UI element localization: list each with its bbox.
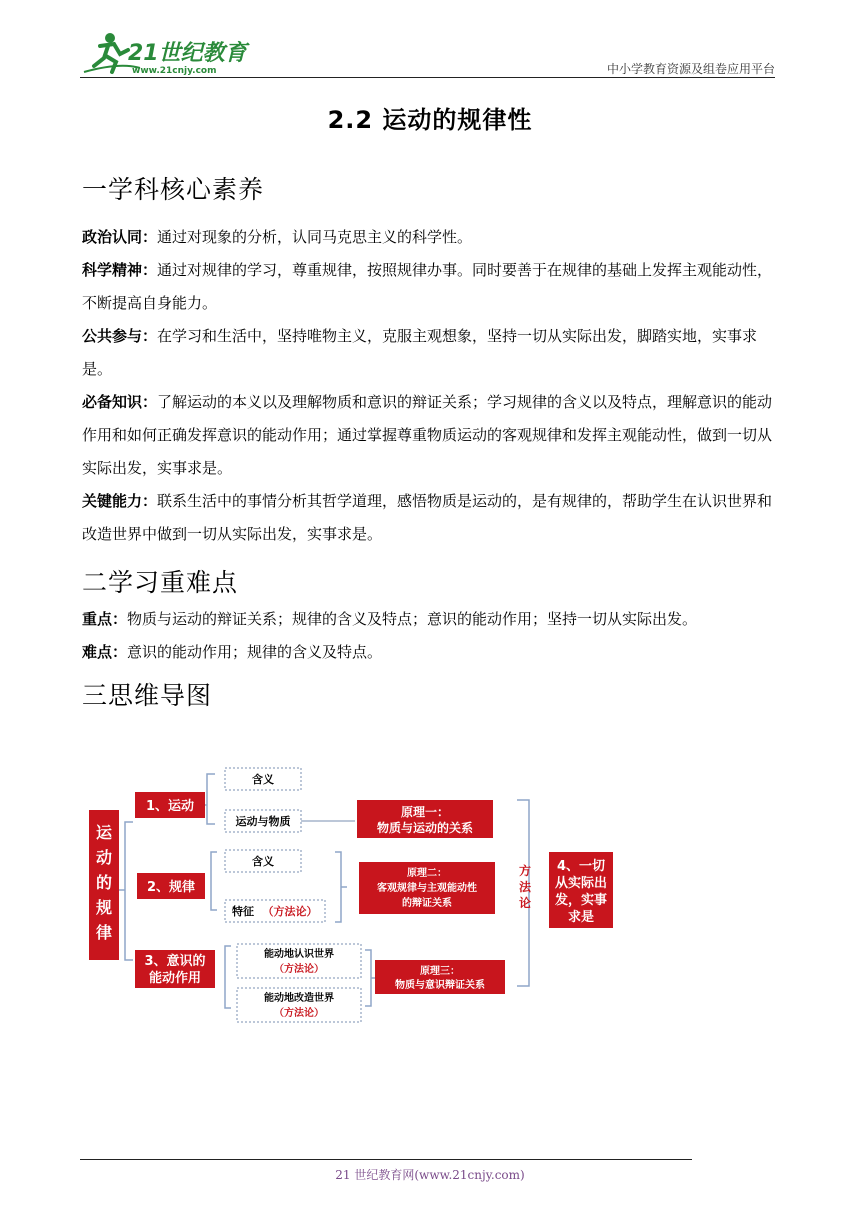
item-label: 难点： xyxy=(82,643,128,661)
b3-leaf-cognize-label: 能动地认识世界 xyxy=(264,949,334,960)
principle-two-line2: 客观规律与主观能动性 xyxy=(377,883,477,894)
b3-leaf-transform-method: （方法论） xyxy=(274,1008,324,1019)
branch-motion-label: 1、运动 xyxy=(145,799,195,814)
method-char: 法 xyxy=(519,880,532,894)
b1-leaf-meaning-label: 含义 xyxy=(252,773,274,786)
b3-leaf-cognize-method: （方法论） xyxy=(274,964,324,975)
paragraph-public-participation xyxy=(82,320,777,386)
conclusion-line4: 求是 xyxy=(567,910,595,925)
conclusion-line1: 4、一切 xyxy=(556,859,606,874)
mind-map-diagram xyxy=(85,760,615,1030)
principle-two-line1: 原理二： xyxy=(407,868,447,879)
b3-leaf-transform-label: 能动地改造世界 xyxy=(264,993,334,1004)
section-heading-mind-map: 三思维导图 xyxy=(82,681,213,710)
root-char: 规 xyxy=(95,898,113,917)
paragraph-essential-knowledge xyxy=(82,386,777,485)
branch-consciousness-line1: 3、意识的 xyxy=(144,954,206,969)
footer-text: 21 世纪教育网(www.21cnjy.com) xyxy=(335,1168,525,1182)
paragraph-key-point xyxy=(82,603,777,636)
item-label: 政治认同： xyxy=(82,228,158,246)
principle-one-line1: 原理一： xyxy=(400,805,450,819)
item-text: 物质与运动的辩证关系；规律的含义及特点；意识的能动作用；坚持一切从实际出发。 xyxy=(127,610,698,628)
principle-one-line2: 物质与运动的关系 xyxy=(376,821,474,835)
header-divider xyxy=(80,77,775,78)
principle-three-line2: 物质与意识辩证关系 xyxy=(395,980,485,991)
method-char: 方 xyxy=(519,864,532,878)
footer-divider xyxy=(80,1159,692,1160)
item-text: 联系生活中的事情分析其哲学道理，感悟物质是运动的，是有规律的，帮助学生在认识世界和改造世界中做到一切从实际出发，实事求是。 xyxy=(82,492,773,543)
item-text: 在学习和生活中，坚持唯物主义，克服主观想象，坚持一切从实际出发，脚踏实地，实事求是。 xyxy=(82,327,758,378)
paragraph-difficult-point xyxy=(82,636,777,669)
b1-leaf-motion-matter-label: 运动与物质 xyxy=(235,815,291,828)
item-label: 科学精神： xyxy=(82,261,158,279)
conclusion-line2: 从实际出 xyxy=(554,876,608,891)
b2-right-bracket xyxy=(335,852,347,922)
section-heading-core-literacy: 一学科核心素养 xyxy=(82,175,265,204)
principle-two-line3: 的辩证关系 xyxy=(402,898,452,909)
item-label: 重点： xyxy=(82,610,128,628)
method-char: 论 xyxy=(519,896,532,910)
b2-leaf-features-label: 特征 xyxy=(232,905,254,918)
root-bracket xyxy=(119,822,133,960)
item-label: 公共参与： xyxy=(82,327,158,345)
conclusion-line3: 发，实事 xyxy=(554,893,608,908)
item-label: 关键能力： xyxy=(82,492,158,510)
site-logo xyxy=(80,28,260,78)
item-label: 必备知识： xyxy=(82,393,158,411)
item-text: 通过对现象的分析，认同马克思主义的科学性。 xyxy=(157,228,473,246)
b2-leaf-features-method: （方法论） xyxy=(262,905,318,918)
page-header xyxy=(80,28,775,78)
b2-leaf-meaning-label: 含义 xyxy=(252,855,274,868)
paragraph-political-identity xyxy=(82,221,777,254)
document-title: 2.2 运动的规律性 xyxy=(327,106,533,134)
b3-right-bracket xyxy=(365,950,375,1006)
principle-three-line1: 原理三： xyxy=(420,966,460,977)
paragraph-key-ability xyxy=(82,485,777,551)
root-char: 动 xyxy=(95,848,113,867)
item-text: 了解运动的本义以及理解物质和意识的辩证关系；学习规律的含义以及特点，理解意识的能动作用和如何正确发挥意识的能动作用；通过掌握尊重物质运动的客观规律和发挥主观能动性，做到一切从实际出发，实事求是。 xyxy=(82,393,773,477)
item-text: 通过对规律的学习，尊重规律，按照规律办事。同时要善于在规律的基础上发挥主观能动性，不断提高自身能力。 xyxy=(82,261,773,312)
logo-text: 21世纪教育 xyxy=(128,41,247,66)
root-char: 律 xyxy=(95,923,113,942)
branch3-bracket xyxy=(225,946,231,1008)
branch1-bracket xyxy=(205,774,215,824)
item-text: 意识的能动作用；规律的含义及特点。 xyxy=(127,643,383,661)
root-char: 运 xyxy=(95,823,113,842)
header-platform-text: 中小学教育资源及组卷应用平台 xyxy=(606,62,775,76)
paragraph-scientific-spirit xyxy=(82,254,777,320)
root-char: 的 xyxy=(95,873,113,892)
branch-consciousness-line2: 能动作用 xyxy=(148,971,202,986)
section-heading-key-points: 二学习重难点 xyxy=(82,568,239,597)
branch-law-label: 2、规律 xyxy=(146,880,196,895)
logo-url: www.21cnjy.com xyxy=(132,66,217,76)
branch2-bracket xyxy=(211,852,217,910)
